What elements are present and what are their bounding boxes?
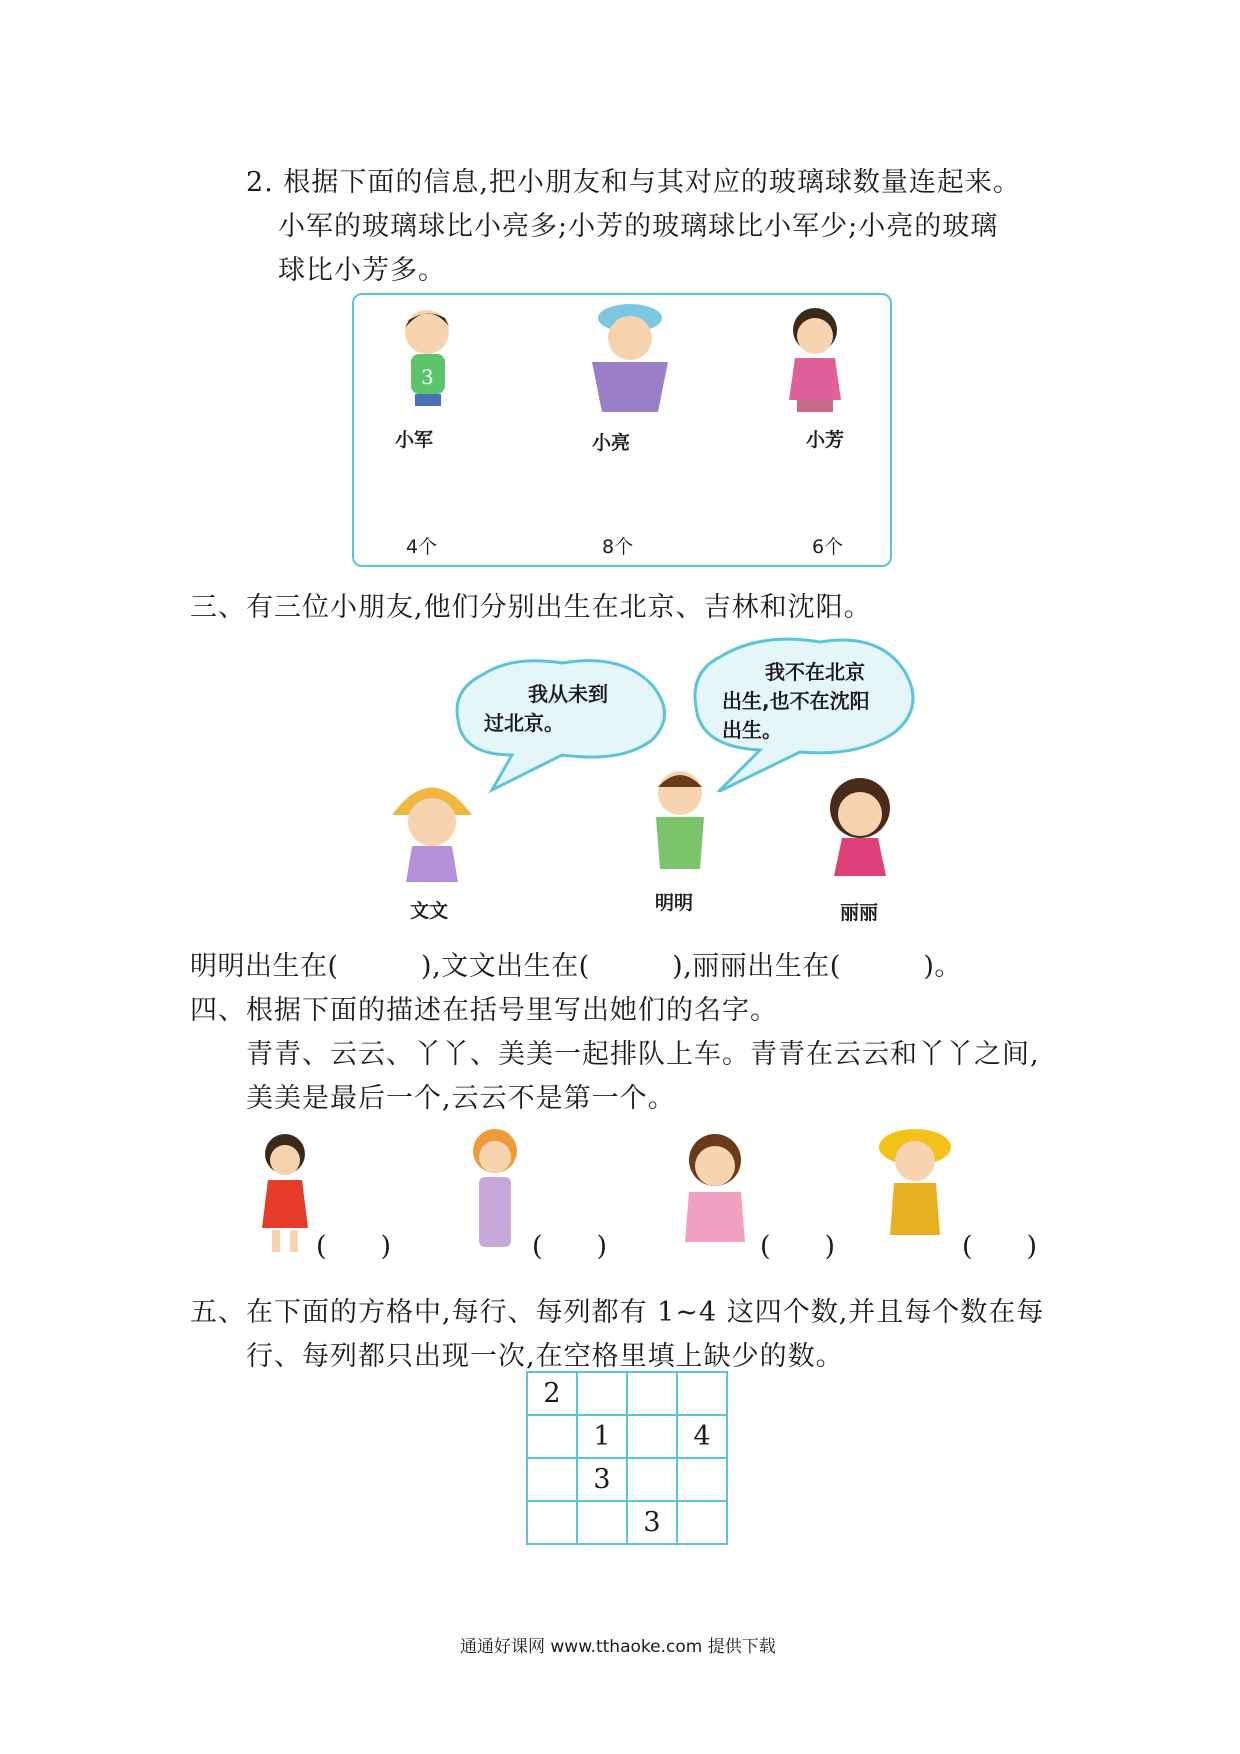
q2-line-1: 2. 根据下面的信息,把小朋友和与其对应的玻璃球数量连起来。 (246, 167, 1021, 198)
grid-cell[interactable] (627, 1372, 677, 1415)
grid-cell[interactable] (627, 1415, 677, 1458)
grid-cell[interactable]: 3 (577, 1458, 627, 1501)
q2-line-2: 小军的玻璃球比小亮多;小芳的玻璃球比小军少;小亮的玻璃 (278, 211, 999, 242)
grid-row (527, 1501, 727, 1544)
grid-cell[interactable] (627, 1458, 677, 1501)
grid-row (527, 1458, 727, 1501)
bubble-right-line-1: 我不在北京 (765, 660, 865, 684)
q3-name-mingming: 明明 (655, 892, 694, 914)
q4-line-1: 青青、云云、丫丫、美美一起排队上车。青青在云云和丫丫之间, (246, 1039, 1040, 1070)
grid-cell[interactable] (577, 1501, 627, 1544)
q2-count-1: 4个 (406, 536, 438, 558)
girl-wenwen-figure (382, 770, 482, 890)
grid-cell[interactable] (527, 1458, 577, 1501)
grid-cell[interactable] (677, 1458, 727, 1501)
grid-cell[interactable]: 1 (577, 1415, 627, 1458)
girl-2-figure (455, 1125, 535, 1255)
q2-kid-name-2: 小亮 (592, 432, 631, 454)
q3-answer-line: 明明出生在( ),文文出生在( ),丽丽出生在( )。 (190, 951, 962, 982)
q5-line-2: 行、每列都只出现一次,在空格里填上缺少的数。 (246, 1341, 844, 1372)
grid-cell[interactable]: 2 (527, 1372, 577, 1415)
grid-cell[interactable]: 4 (677, 1415, 727, 1458)
q2-count-2: 8个 (602, 536, 634, 558)
q4-blank-4[interactable]: ( ) (962, 1231, 1038, 1262)
bubble-left-line-1: 我从未到 (528, 682, 608, 706)
q3-name-wenwen: 文文 (410, 900, 449, 922)
q5-title: 五、在下面的方格中,每行、每列都有 1~4 这四个数,并且每个数在每 (190, 1297, 1045, 1328)
q4-blank-2[interactable]: ( ) (532, 1231, 608, 1262)
girl-1-figure (250, 1130, 320, 1260)
q4-line-2: 美美是最后一个,云云不是第一个。 (246, 1083, 676, 1114)
boy-xiaojun-figure (385, 300, 475, 410)
bubble-right-line-3: 出生。 (722, 718, 782, 742)
grid-cell[interactable] (677, 1501, 727, 1544)
sudoku-grid (526, 1371, 728, 1545)
q2-kid-name-3: 小芳 (806, 429, 845, 451)
girl-4-figure (870, 1125, 960, 1255)
grid-cell[interactable] (527, 1415, 577, 1458)
grid-cell[interactable] (527, 1501, 577, 1544)
q2-line-3: 球比小芳多。 (278, 255, 446, 286)
grid-row (527, 1372, 727, 1415)
svg-text:3: 3 (421, 365, 434, 389)
q4-title: 四、根据下面的描述在括号里写出她们的名字。 (190, 995, 778, 1026)
girl-lili-figure (810, 770, 910, 890)
q4-blank-1[interactable]: ( ) (316, 1231, 392, 1262)
girl-3-figure (675, 1130, 755, 1250)
grid-cell[interactable]: 3 (627, 1501, 677, 1544)
q4-blank-3[interactable]: ( ) (760, 1231, 836, 1262)
grid-cell[interactable] (677, 1372, 727, 1415)
grid-row (527, 1415, 727, 1458)
boy-xiaoliang-figure (580, 300, 680, 415)
footer-source: 通通好课网 www.tthaoke.com 提供下载 (460, 1637, 776, 1657)
bubble-left-line-2: 过北京。 (484, 711, 564, 735)
q3-title: 三、有三位小朋友,他们分别出生在北京、吉林和沈阳。 (190, 592, 872, 623)
grid-cell[interactable] (577, 1372, 627, 1415)
q3-name-lili: 丽丽 (840, 902, 879, 924)
q2-kid-name-1: 小军 (395, 429, 434, 451)
girl-xiaofang-figure (763, 300, 863, 415)
q2-count-3: 6个 (812, 536, 844, 558)
bubble-right-line-2: 出生,也不在沈阳 (722, 689, 870, 713)
boy-mingming-figure (630, 765, 740, 875)
